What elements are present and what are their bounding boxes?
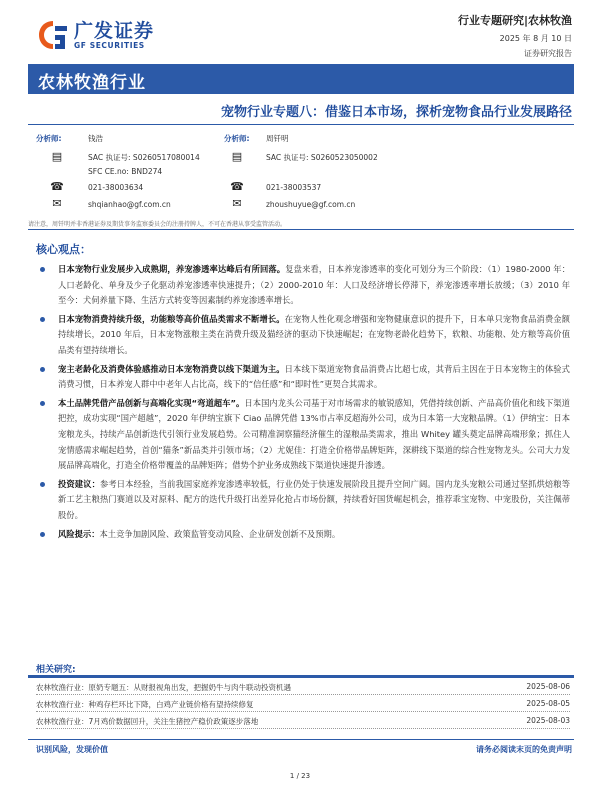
analyst-phone: 021-38003537 bbox=[266, 183, 322, 192]
analyst-email[interactable]: shqianhao@gf.com.cn bbox=[88, 200, 171, 209]
industry-title: 农林牧渔行业 bbox=[38, 73, 146, 93]
phone-icon: ☎ bbox=[50, 180, 64, 193]
related-title[interactable]: 农林牧渔行业：7月鸡价数据回升，关注生猪控产稳价政策逐步落地 bbox=[36, 717, 259, 726]
list-item bbox=[36, 362, 570, 393]
bullet-heading: 投资建议： bbox=[58, 478, 100, 489]
list-item bbox=[36, 262, 570, 309]
footer-divider bbox=[28, 739, 574, 740]
analyst-label: 分析师: bbox=[36, 134, 62, 143]
bullet-heading: 风险提示： bbox=[58, 528, 100, 539]
report-subtitle: 宠物行业专题八：借鉴日本市场，探析宠物食品行业发展路径 bbox=[220, 105, 572, 120]
page-number: 1 / 23 bbox=[289, 772, 311, 780]
analyst-name: 周钎明 bbox=[266, 134, 289, 143]
gf-logo-icon bbox=[36, 18, 70, 52]
list-item bbox=[36, 527, 570, 543]
bullet-text: 日本国内龙头公司基于对市场需求的敏锐感知，凭借持续创新、产品高价值化和线下渠道把控，成功实现“国产超越”，2020 年伊纳宝旗下 Ciao 品牌凭借 13%市占率反超海外公司，成为日本第一大宠粮品牌。（1）伊纳宝：日本宠粮龙头，持续产品创新迭代引领行业发展趋势。公司精准洞察猫经济催生的湿粮品类需求，推出 Whitey 罐头奠定品牌高端形象；抓住人宠情感需求崛起趋势，首创“猫条”新品类并引领市场；（2）尤妮佳：打造全价格带品牌矩阵，深耕线下渠道的综合性宠物龙头。公司大力发展品牌高端化，打造全价格带覆盖的品牌矩阵；借势个护业务成熟线下渠道快速提升渗透。 bbox=[58, 397, 570, 471]
analyst-phone: 021-38003634 bbox=[88, 183, 144, 192]
related-title[interactable]: 农林牧渔行业：种鸡存栏环比下降，白鸡产业链价格有望持续修复 bbox=[36, 700, 254, 709]
disclaimer: 请注意，周钎明并非香港证券及期货事务监察委员会的注册持牌人，不可在香港从事受监管活动。 bbox=[28, 221, 287, 228]
footer-slogan: 识别风险，发现价值 bbox=[36, 745, 108, 754]
report-type: 证券研究报告 bbox=[524, 49, 572, 58]
core-views-list bbox=[36, 262, 570, 545]
analyst-sac: SAC 执证号: S0260517080014 bbox=[88, 153, 200, 162]
logo-text-en: GF SECURITIES bbox=[74, 40, 145, 50]
analyst-email[interactable]: zhoushuyue@gf.com.cn bbox=[266, 200, 356, 209]
id-card-icon: ▤ bbox=[51, 150, 63, 163]
bullet-heading: 本土品牌凭借产品创新与高端化实现“弯道超车”。 bbox=[58, 397, 245, 408]
analyst-name: 钱浩 bbox=[88, 134, 103, 143]
industry-banner bbox=[28, 64, 574, 94]
related-research-item[interactable] bbox=[36, 679, 570, 695]
divider bbox=[28, 229, 574, 230]
list-item bbox=[36, 477, 570, 524]
analyst-label: 分析师: bbox=[224, 134, 250, 143]
bullet-heading: 日本宠物消费持续升级，功能粮等高价值品类需求不断增长。 bbox=[58, 313, 285, 324]
analyst-sfc: SFC CE.no: BND274 bbox=[88, 167, 163, 176]
header-info bbox=[458, 12, 572, 59]
bullet-heading: 宠主老龄化及消费体验感推动日本宠物消费以线下渠道为主。 bbox=[58, 363, 285, 374]
related-date: 2025-08-05 bbox=[526, 699, 570, 708]
bullet-text: 本土竞争加剧风险、政策监管变动风险、企业研发创新不及预期。 bbox=[99, 528, 341, 539]
related-research-title: 相关研究: bbox=[36, 665, 76, 675]
bullet-text: 参考日本经验，当前我国家庭养宠渗透率较低，行业仍处于快速发展阶段且提升空间广阔。国内龙头宠粮公司通过坚抓烘焙粮等新工艺主粮热门赛道以及对原料、配方的迭代升级打出差异化抢占市场份额，持续看好国货崛起机会，推荐乖宝宠物、中宠股份，关注佩蒂股份。 bbox=[58, 478, 570, 520]
divider bbox=[28, 675, 574, 678]
list-item bbox=[36, 312, 570, 359]
logo-text-zh: 广发证券 bbox=[74, 19, 155, 42]
report-date: 2025 年 8 月 10 日 bbox=[499, 34, 572, 43]
related-title[interactable]: 农林牧渔行业：原奶专题五：从财报视角出发，把握奶牛与肉牛联动投资机遇 bbox=[36, 683, 291, 692]
core-views-title: 核心观点： bbox=[36, 243, 91, 256]
related-date: 2025-08-03 bbox=[526, 716, 570, 725]
gf-logo bbox=[36, 18, 154, 52]
phone-icon: ☎ bbox=[230, 180, 244, 193]
list-item bbox=[36, 396, 570, 474]
analyst-sac: SAC 执证号: S0260523050002 bbox=[266, 153, 378, 162]
bullet-heading: 日本宠物行业发展步入成熟期，养宠渗透率达峰后有所回落。 bbox=[58, 264, 286, 274]
related-date: 2025-08-06 bbox=[526, 682, 570, 691]
email-icon: ✉ bbox=[232, 197, 242, 210]
footer-disclaimer-note: 请务必阅读末页的免责声明 bbox=[476, 745, 572, 754]
report-category: 行业专题研究|农林牧渔 bbox=[457, 14, 572, 27]
bullet-text: 日本线下渠道宠物食品消费占比超七成，其背后主因在于日本宠物主的体验式消费习惯，日本养宠人群中中老年人占比高，线下的“信任感”和“即时性”更契合其需求。 bbox=[58, 363, 570, 390]
bullet-text: 在宠物人性化观念增强和宠物健康意识的提升下，日本单只宠物食品消费金额持续增长，2010 年后，日本宠物涨粮主类在消费升级及猫经济的驱动下快速崛起；在宠物老龄化趋势下，软粮、功能粮、处方粮等高价值品类有望持续增长。 bbox=[58, 313, 570, 355]
email-icon: ✉ bbox=[52, 197, 62, 210]
divider bbox=[28, 124, 574, 125]
related-research-item[interactable] bbox=[36, 696, 570, 712]
related-research-item[interactable] bbox=[36, 713, 570, 729]
id-card-icon: ▤ bbox=[231, 150, 243, 163]
bullet-text: 复盘来看，日本养宠渗透率的变化可划分为三个阶段：（1）1980-2000 年：人口老龄化、单身及少子化驱动养宠渗透率快速提升；（2）2000-2010 年：人口及经济增长停滞下，养宠渗透率增长放缓；（3）2010 年至今：犬伺养量下降、生活方式转变等因素制约养宠渗透率增长。 bbox=[58, 264, 570, 306]
